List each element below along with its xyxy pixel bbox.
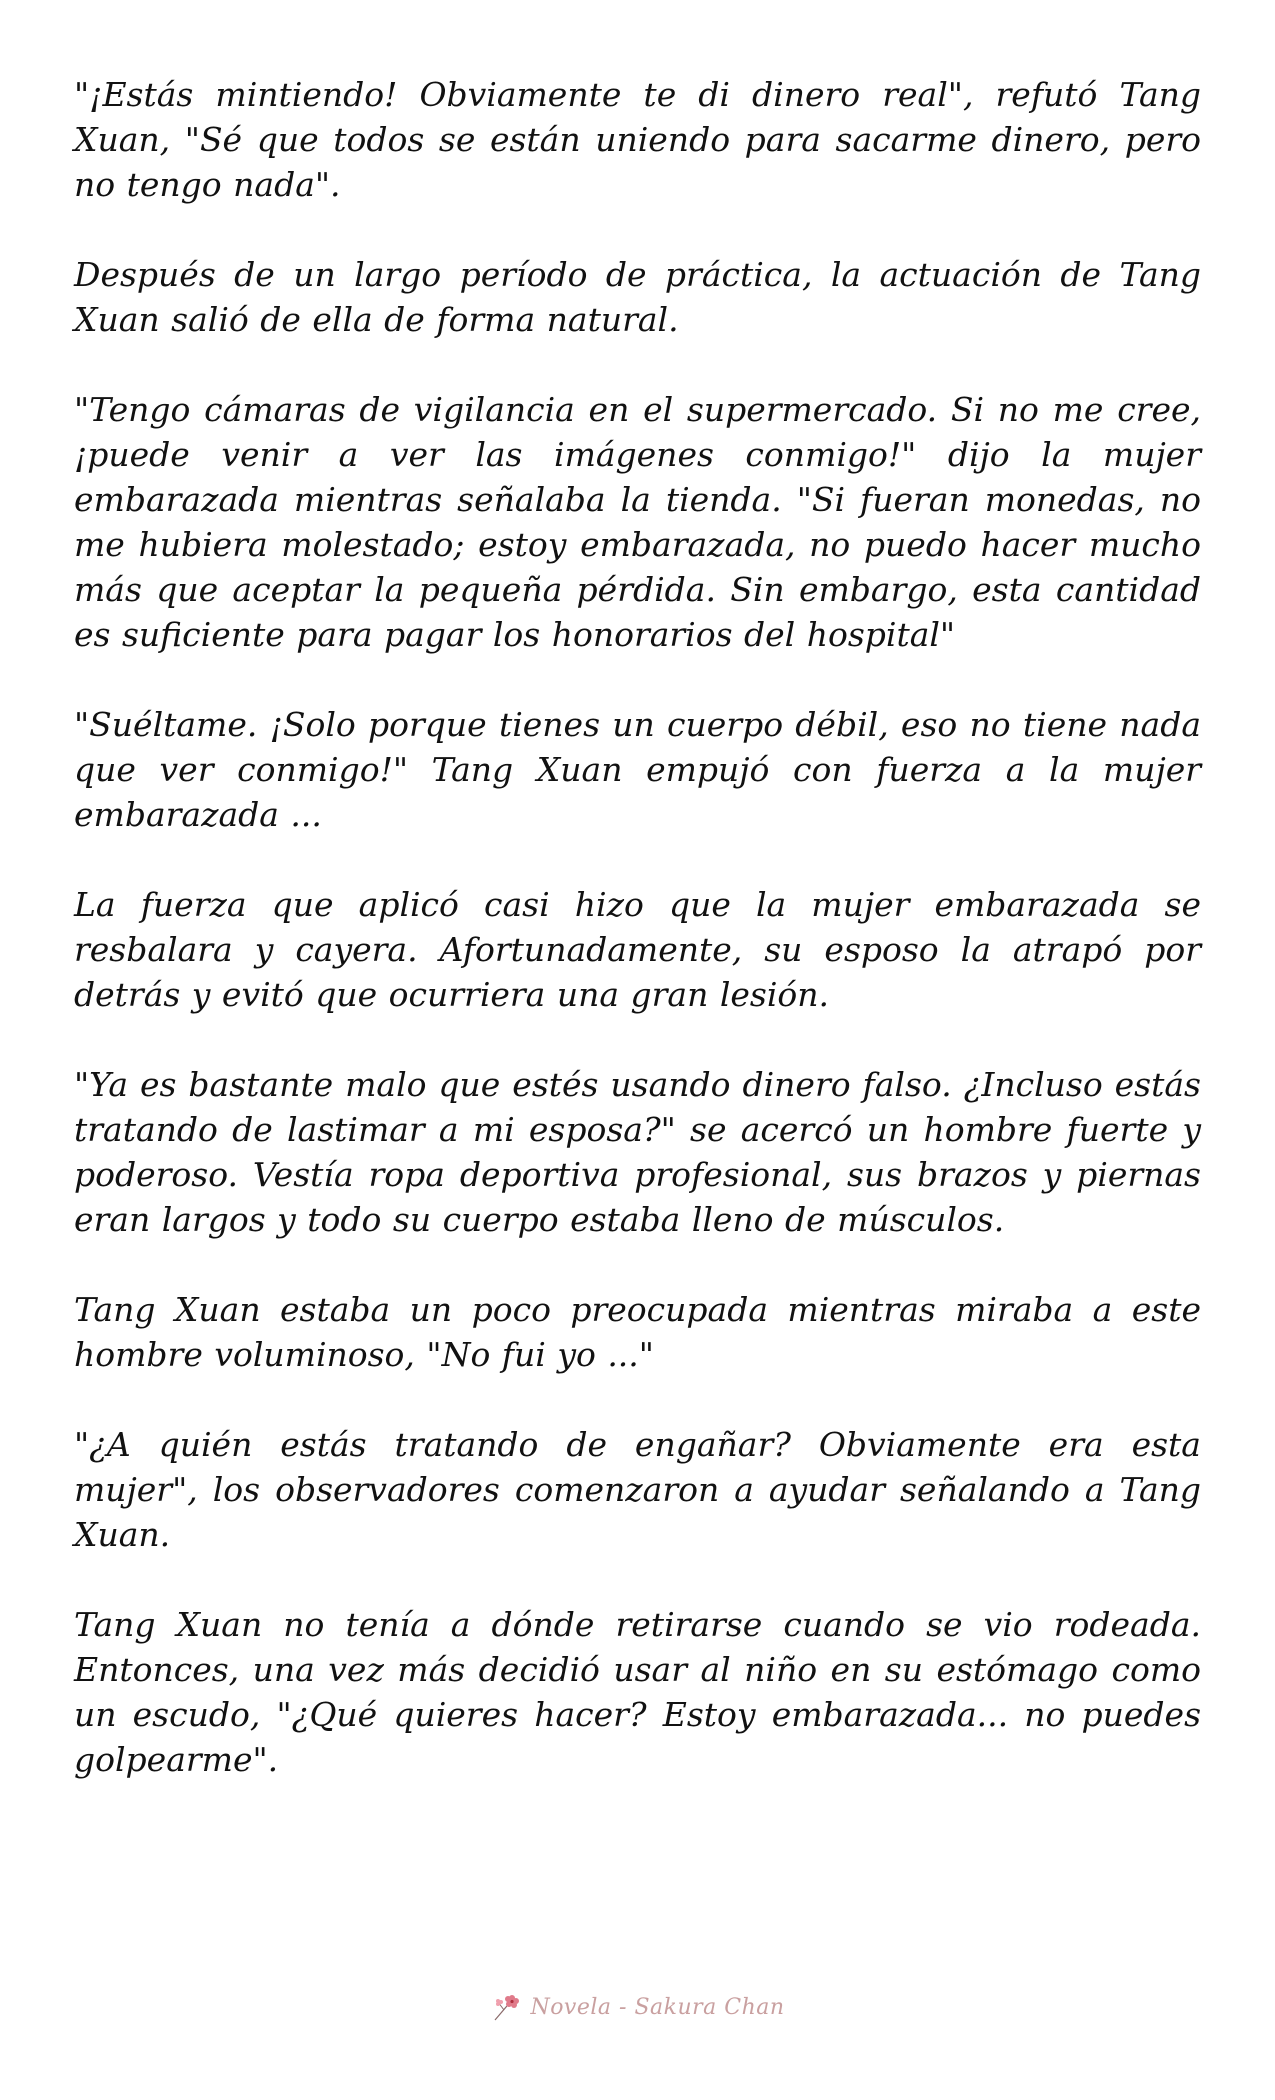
document-body [74,72,1201,1827]
paragraph: La fuerza que aplicó casi hizo que la mujer embarazada se resbalara y cayera. Afortunadamente, su esposo la atrapó por detrás y evitó que ocurriera una gran lesión. [74,885,1201,1014]
paragraph: "Ya es bastante malo que estés usando dinero falso. ¿Incluso estás tratando de lastimar a mi esposa?" se acercó un hombre fuerte y poderoso. Vestía ropa deportiva profesional, sus brazos y piernas eran largos y todo su cuerpo estaba lleno de músculos. [74,1065,1201,1239]
paragraph: "¿A quién estás tratando de engañar? Obviamente era esta mujer", los observadores comenzaron a ayudar señalando a Tang Xuan. [74,1425,1201,1554]
paragraph: Después de un largo período de práctica, la actuación de Tang Xuan salió de ella de forma natural. [74,255,1201,339]
paragraph: "Suéltame. ¡Solo porque tienes un cuerpo débil, eso no tiene nada que ver conmigo!" Tang Xuan empujó con fuerza a la mujer embarazada ... [74,705,1201,834]
watermark-group [490,1990,784,2024]
paragraph: "¡Estás mintiendo! Obviamente te di dinero real", refutó Tang Xuan, "Sé que todos se están uniendo para sacarme dinero, pero no tengo nada". [74,75,1201,204]
sakura-flower-icon [490,1990,524,2024]
footer-watermark [0,1990,1275,2030]
paragraph: Tang Xuan estaba un poco preocupada mientras miraba a este hombre voluminoso, "No fui yo ..." [74,1290,1201,1374]
watermark-text: Novela - Sakura Chan [530,1994,785,2020]
paragraph: Tang Xuan no tenía a dónde retirarse cuando se vio rodeada. Entonces, una vez más decidió usar al niño en su estómago como un escudo, "¿Qué quieres hacer? Estoy embarazada... no puedes golpearme". [74,1605,1201,1779]
paragraph: "Tengo cámaras de vigilancia en el supermercado. Si no me cree, ¡puede venir a ver las imágenes conmigo!" dijo la mujer embarazada mientras señalaba la tienda. "Si fueran monedas, no me hubiera molestado; estoy embarazada, no puedo hacer mucho más que aceptar la pequeña pérdida. Sin embargo, esta cantidad es suficiente para pagar los honorarios del hospital" [74,390,1201,654]
